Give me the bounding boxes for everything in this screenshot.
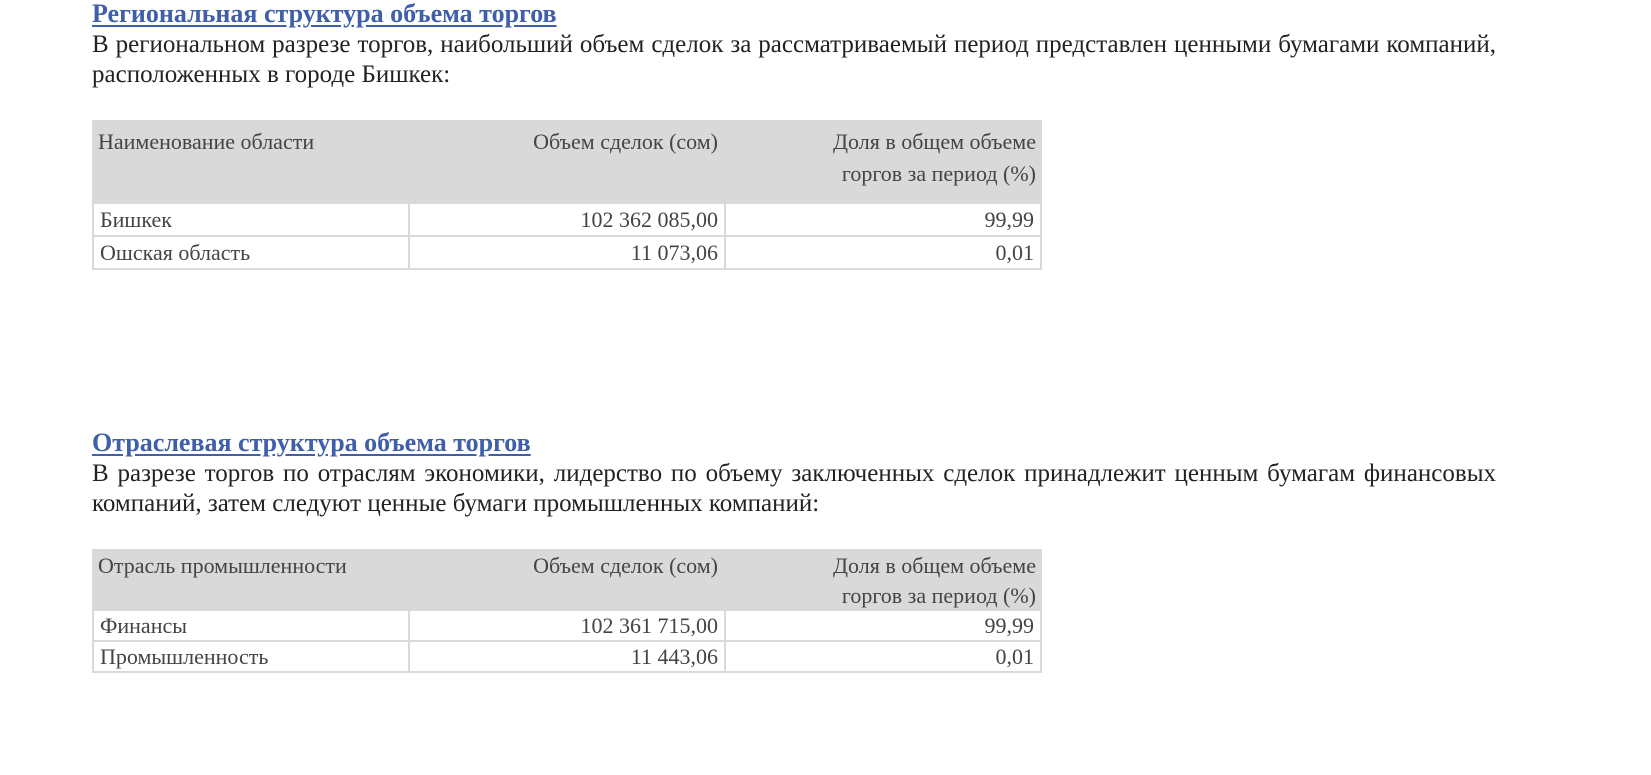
sector-name-cell: Финансы [92,611,408,642]
regional-header-name: Наименование области [92,120,408,204]
sectoral-header-share-line2: горгов за период (%) [841,583,1036,608]
sectoral-header-share-line1: Доля в общем объеме [833,553,1036,578]
sector-share-cell: 99,99 [724,611,1042,642]
regional-header-share-line2: горгов за период (%) [841,161,1036,186]
sectoral-table-header-row [92,549,1042,611]
regional-paragraph: В региональном разрезе торгов, наибольший объем сделок за рассматриваемый период представлен ценными бумагами компаний, расположенных в городе Бишкек: [92,31,1496,88]
table-row [92,642,1042,673]
sector-volume-cell: 102 361 715,00 [408,611,724,642]
region-share-cell: 0,01 [724,237,1042,270]
sector-name-cell: Промышленность [92,642,408,673]
table-row [92,204,1042,237]
sectoral-paragraph: В разрезе торгов по отраслям экономики, лидерство по объему заключенных сделок принадлежит ценным бумагам финансовых компаний, затем следуют ценные бумаги промышленных компаний: [92,460,1496,517]
region-volume-cell: 11 073,06 [408,237,724,270]
regional-table-header-row [92,120,1042,204]
region-name-cell: Бишкек [92,204,408,237]
sectoral-section-title[interactable]: Отраслевая структура объема торгов [92,428,531,457]
sector-share-cell: 0,01 [724,642,1042,673]
regional-table [92,120,1042,270]
table-row [92,611,1042,642]
sectoral-table [92,549,1042,673]
sectoral-header-name: Отрасль промышленности [92,549,408,611]
table-row [92,237,1042,270]
regional-header-share-line1: Доля в общем объеме [833,129,1036,154]
region-share-cell: 99,99 [724,204,1042,237]
sector-volume-cell: 11 443,06 [408,642,724,673]
sectoral-header-share [724,549,1042,611]
regional-section [92,0,1496,90]
region-volume-cell: 102 362 085,00 [408,204,724,237]
regional-header-volume: Объем сделок (сом) [408,120,724,204]
regional-section-title[interactable]: Региональная структура объема торгов [92,0,557,28]
sectoral-header-volume: Объем сделок (сом) [408,549,724,611]
regional-header-share [724,120,1042,204]
region-name-cell: Ошская область [92,237,408,270]
sectoral-section [92,429,1496,519]
